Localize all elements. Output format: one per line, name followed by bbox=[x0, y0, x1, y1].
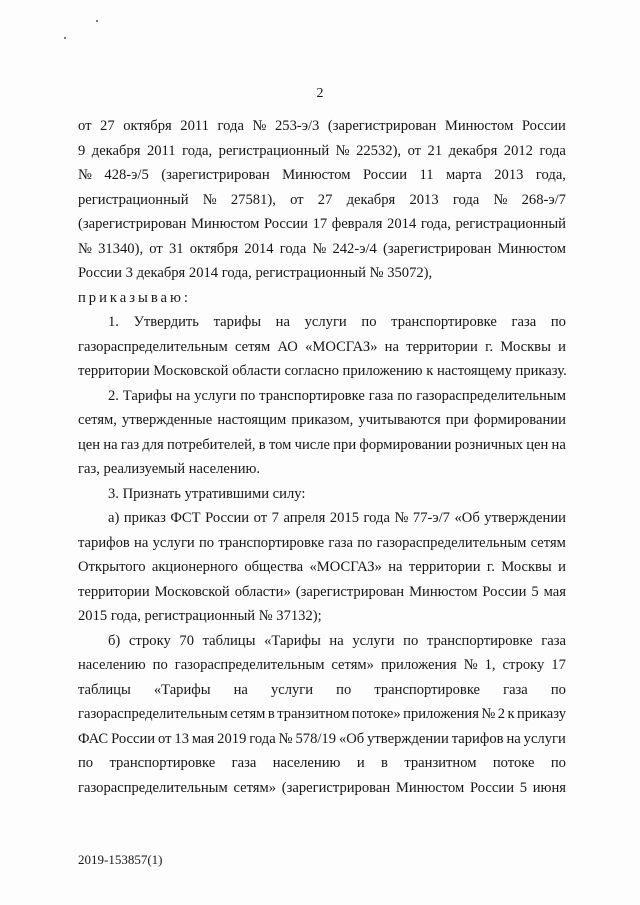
text-word: 3. Признать утратившими силу: bbox=[108, 485, 306, 502]
text-word: Минюстом bbox=[190, 216, 260, 232]
text-word: (зарегистрирован bbox=[295, 583, 405, 600]
text-word: сетям» bbox=[233, 779, 277, 796]
text-word: и bbox=[558, 559, 566, 575]
text-word: по bbox=[336, 681, 352, 698]
text-line bbox=[78, 678, 566, 703]
text-word: 21 bbox=[427, 142, 443, 159]
text-line bbox=[78, 359, 566, 384]
text-word: 27 bbox=[317, 191, 333, 208]
text-word: газа bbox=[541, 632, 566, 649]
text-word: «Тарифы bbox=[153, 681, 211, 698]
text-word: в bbox=[267, 706, 275, 722]
text-line bbox=[78, 335, 566, 360]
text-word: транзитном bbox=[404, 755, 477, 771]
text-word: года, bbox=[182, 142, 213, 159]
text-line bbox=[78, 261, 566, 286]
text-line bbox=[78, 751, 566, 776]
text-word: Московской bbox=[154, 583, 230, 600]
text-word: 2013 bbox=[494, 167, 524, 183]
text-word: Минюстом bbox=[395, 779, 465, 796]
text-word: 2015 года, регистрационный № 37132); bbox=[78, 608, 322, 624]
text-word: области» bbox=[234, 583, 291, 600]
text-word: Минюстом bbox=[409, 583, 478, 600]
text-line bbox=[78, 286, 566, 311]
text-word: 27581), bbox=[230, 191, 276, 208]
text-word: года bbox=[363, 510, 390, 526]
text-word: 1, bbox=[484, 657, 496, 673]
text-word: на bbox=[275, 314, 290, 330]
text-word: цен bbox=[78, 436, 101, 453]
text-word: газа bbox=[231, 755, 257, 771]
text-word: газа bbox=[368, 387, 394, 404]
text-word: от bbox=[407, 142, 422, 159]
text-word: акционерного bbox=[151, 559, 238, 575]
text-word: потоке bbox=[492, 755, 535, 771]
text-word: газа bbox=[328, 534, 354, 551]
text-word: «Об bbox=[454, 510, 480, 526]
text-word: по bbox=[199, 534, 215, 551]
text-word: том bbox=[268, 436, 292, 453]
text-word: июня bbox=[532, 779, 566, 796]
text-word: газа bbox=[503, 681, 528, 698]
text-word: строку bbox=[502, 657, 545, 673]
text-word: транспортировке bbox=[391, 314, 497, 330]
text-word: потоке» bbox=[351, 706, 401, 722]
text-line bbox=[78, 433, 566, 458]
text-word: на bbox=[506, 730, 521, 747]
text-word: (зарегистрирован bbox=[281, 779, 391, 796]
text-word: учитываются bbox=[358, 412, 441, 428]
text-word: транспортировке bbox=[109, 755, 216, 771]
text-word: № bbox=[463, 657, 478, 673]
text-word: по bbox=[240, 387, 256, 404]
text-word: № bbox=[481, 706, 496, 722]
text-word: «МОСГАЗ» bbox=[305, 338, 378, 355]
text-word: на bbox=[551, 436, 566, 453]
text-word: сетям, bbox=[78, 412, 117, 428]
text-word: и bbox=[356, 755, 365, 771]
text-word: 9 bbox=[78, 142, 86, 159]
text-word: 5 bbox=[519, 779, 528, 796]
text-word: приказом, bbox=[291, 412, 354, 428]
text-word: года bbox=[217, 118, 244, 134]
text-word: от bbox=[253, 510, 268, 526]
text-word: числе bbox=[294, 436, 331, 453]
text-word: № bbox=[78, 240, 92, 257]
text-word: утверждении bbox=[367, 730, 449, 747]
text-word: и bbox=[558, 338, 566, 355]
text-word: газ, реализуемый населению. bbox=[78, 461, 261, 477]
text-word: потребителей, bbox=[167, 436, 256, 453]
text-word: по bbox=[550, 755, 566, 771]
text-word: при bbox=[333, 436, 357, 453]
text-word: в bbox=[381, 755, 388, 771]
text-word: а) bbox=[108, 510, 120, 526]
text-word: в bbox=[258, 436, 266, 453]
text-word: декабря bbox=[448, 142, 498, 159]
text-word: по bbox=[357, 534, 373, 551]
text-word: территории Московской области согласно приложению к настоящему приказу. bbox=[78, 363, 567, 379]
text-word: газораспределительным bbox=[78, 338, 228, 355]
text-word: сетям» bbox=[331, 657, 374, 673]
text-word: утвержденные bbox=[122, 412, 213, 428]
text-word: России bbox=[263, 216, 308, 232]
text-word: услуги bbox=[523, 730, 566, 747]
text-word: на bbox=[134, 534, 149, 551]
text-word: 2. bbox=[108, 387, 119, 404]
text-word: 2 bbox=[497, 706, 506, 722]
text-word: 17 bbox=[551, 657, 566, 673]
text-word: приказываю: bbox=[78, 289, 191, 306]
text-word: Утвердить bbox=[133, 314, 199, 330]
text-word: по bbox=[361, 314, 377, 330]
text-word: Минюстом bbox=[444, 118, 514, 134]
text-word: сетям bbox=[234, 338, 271, 355]
text-word: 77-э/7 bbox=[412, 510, 450, 526]
text-word: 11 bbox=[419, 167, 434, 183]
text-word: тарифов bbox=[78, 534, 130, 551]
text-word: 428-э/5 bbox=[104, 167, 149, 183]
text-word: транзитном bbox=[277, 706, 350, 722]
text-word: апреля bbox=[283, 510, 326, 526]
text-word: АО bbox=[277, 338, 298, 355]
text-word: при bbox=[445, 412, 469, 428]
text-word: настоящим bbox=[217, 412, 287, 428]
text-line bbox=[78, 188, 566, 213]
text-word: к bbox=[507, 706, 515, 722]
text-line bbox=[78, 457, 566, 482]
text-word: населению bbox=[78, 657, 146, 673]
text-word: газораспределительным bbox=[174, 657, 325, 673]
text-line bbox=[78, 237, 566, 262]
text-word: приказ bbox=[123, 510, 166, 526]
text-word: марта bbox=[446, 167, 482, 183]
text-word: Минюстом bbox=[497, 240, 566, 257]
text-word: Москвы bbox=[501, 559, 552, 575]
text-word: «Тарифы bbox=[264, 632, 321, 649]
scan-speck bbox=[64, 37, 66, 39]
text-word: года bbox=[279, 240, 307, 257]
text-word: Открытого bbox=[78, 559, 146, 575]
text-word: на bbox=[176, 387, 191, 404]
text-line bbox=[78, 653, 566, 678]
text-word: 27 bbox=[100, 118, 115, 134]
text-word: г. bbox=[485, 338, 494, 355]
text-word: сетям bbox=[230, 706, 266, 722]
text-word: услуги bbox=[304, 314, 347, 330]
text-line bbox=[78, 629, 566, 654]
text-line bbox=[78, 310, 566, 335]
text-word: 578/19 bbox=[295, 730, 337, 747]
text-word: от bbox=[290, 191, 304, 208]
text-word: розничных bbox=[454, 436, 523, 453]
text-word: транспортировке bbox=[426, 632, 533, 649]
text-word: 2011 bbox=[180, 118, 209, 134]
text-word: России bbox=[363, 167, 408, 183]
text-word: газораспределительным bbox=[376, 534, 527, 551]
text-word: 2012 bbox=[503, 142, 533, 159]
text-word: № bbox=[394, 510, 409, 526]
text-word: приложения bbox=[403, 706, 479, 722]
text-line bbox=[78, 531, 566, 556]
page-number: 2 bbox=[316, 86, 324, 101]
text-word: на bbox=[388, 559, 403, 575]
text-word: 242-э/4 bbox=[332, 240, 377, 257]
text-word: газа bbox=[511, 314, 537, 330]
text-word: на bbox=[329, 632, 344, 649]
text-word: (зарегистрирован bbox=[78, 216, 187, 232]
text-line bbox=[78, 114, 566, 139]
text-word: регистрационный bbox=[455, 216, 566, 232]
text-word: 7 bbox=[271, 510, 279, 526]
text-word: по bbox=[403, 632, 419, 649]
text-word: № bbox=[278, 730, 293, 747]
text-word: (зарегистрирован bbox=[327, 118, 437, 134]
text-word: № bbox=[335, 142, 350, 159]
text-word: газораспределительным bbox=[78, 779, 228, 796]
text-line bbox=[78, 506, 566, 531]
text-line bbox=[78, 482, 566, 507]
text-word: приказу bbox=[516, 706, 566, 722]
text-word: по bbox=[152, 657, 168, 673]
text-word: 70 bbox=[179, 632, 194, 649]
text-word: 31 bbox=[168, 240, 184, 257]
scan-speck bbox=[96, 20, 98, 22]
text-word: 1. bbox=[108, 314, 119, 330]
text-word: года bbox=[452, 191, 480, 208]
text-line bbox=[78, 212, 566, 237]
text-word: регистрационный bbox=[78, 191, 189, 208]
text-word: на bbox=[103, 436, 118, 453]
text-word: газ bbox=[120, 436, 140, 453]
text-word: утверждении bbox=[484, 510, 566, 526]
text-word: 2019 bbox=[217, 730, 247, 747]
text-word: от bbox=[149, 240, 163, 257]
text-word: России bbox=[482, 583, 527, 600]
text-line bbox=[78, 702, 566, 727]
text-word: транспортировке bbox=[374, 681, 481, 698]
text-word: территории bbox=[408, 559, 481, 575]
text-word: по bbox=[550, 681, 566, 698]
text-word: таблицы bbox=[78, 681, 131, 698]
text-word: услуги bbox=[194, 387, 237, 404]
text-word: от bbox=[78, 118, 92, 134]
text-line bbox=[78, 604, 566, 629]
text-word: формировании bbox=[359, 436, 452, 453]
text-word: услуги bbox=[270, 681, 314, 698]
text-line bbox=[78, 139, 566, 164]
text-word: 253-э/3 bbox=[274, 118, 320, 134]
text-word: Минюстом bbox=[282, 167, 351, 183]
text-word: от bbox=[158, 730, 172, 747]
text-word: 2013 bbox=[409, 191, 439, 208]
text-word: 5 bbox=[531, 583, 539, 600]
text-word: № bbox=[78, 167, 92, 183]
text-word: года, bbox=[420, 216, 451, 232]
document-registration-code: 2019-153857(1) bbox=[78, 852, 163, 867]
text-word: транспортировке bbox=[218, 534, 325, 551]
text-word: России bbox=[205, 510, 250, 526]
text-word: России bbox=[470, 779, 515, 796]
text-line bbox=[78, 163, 566, 188]
text-word: «Об bbox=[338, 730, 365, 747]
text-word: тарифы bbox=[213, 314, 262, 330]
text-word: транспортировке bbox=[259, 387, 365, 404]
text-word: (зарегистрирован bbox=[161, 167, 270, 183]
text-word: территории bbox=[406, 338, 478, 355]
text-word: приложения bbox=[380, 657, 457, 673]
text-word: 2011 bbox=[146, 142, 176, 159]
text-word: по bbox=[550, 314, 566, 330]
text-word: года bbox=[249, 730, 276, 747]
text-word: 2014 bbox=[387, 216, 417, 232]
text-word: на bbox=[233, 681, 248, 698]
text-word: 2014 bbox=[244, 240, 274, 257]
text-word: формировании bbox=[473, 412, 566, 428]
text-word: регистрационный bbox=[218, 142, 330, 159]
text-word: территории bbox=[78, 583, 150, 600]
text-line bbox=[78, 555, 566, 580]
text-word: тарифов bbox=[451, 730, 504, 747]
text-word: 31340), bbox=[98, 240, 144, 257]
text-word: таблицы bbox=[202, 632, 256, 649]
text-word: № bbox=[202, 191, 217, 208]
text-word: № bbox=[252, 118, 267, 134]
text-word: России 3 декабря 2014 года, регистрационный № 35072), bbox=[78, 265, 433, 281]
text-word: по bbox=[397, 387, 413, 404]
text-word: Тарифы bbox=[122, 387, 173, 404]
text-word: года bbox=[539, 142, 566, 159]
text-word: газораспределительным bbox=[78, 706, 228, 722]
text-word: газораспределительным bbox=[416, 387, 566, 404]
text-word: ФСТ bbox=[170, 510, 201, 526]
text-word: строку bbox=[128, 632, 171, 649]
text-word: на bbox=[384, 338, 399, 355]
text-word: цен bbox=[526, 436, 549, 453]
text-line bbox=[78, 580, 566, 605]
text-word: для bbox=[142, 436, 164, 453]
text-word: 13 bbox=[174, 730, 189, 747]
text-word: декабря bbox=[91, 142, 141, 159]
text-word: октября bbox=[123, 118, 172, 134]
text-line bbox=[78, 384, 566, 409]
text-word: населению bbox=[272, 755, 341, 771]
text-word: № bbox=[312, 240, 327, 257]
text-word: услуги bbox=[352, 632, 395, 649]
text-word: ФАС bbox=[78, 730, 109, 747]
text-word: № bbox=[493, 191, 508, 208]
text-word: России bbox=[111, 730, 156, 747]
text-word: года, bbox=[535, 167, 566, 183]
text-line bbox=[78, 408, 566, 433]
text-line bbox=[78, 776, 566, 801]
document-body bbox=[78, 114, 566, 800]
text-word: общества bbox=[244, 559, 304, 575]
text-word: услуги bbox=[152, 534, 195, 551]
text-word: б) bbox=[108, 632, 121, 649]
text-word: по bbox=[78, 755, 94, 771]
text-word: 17 bbox=[312, 216, 328, 232]
text-word: мая bbox=[191, 730, 215, 747]
text-word: 268-э/7 bbox=[521, 191, 566, 208]
text-word: России bbox=[521, 118, 566, 134]
text-word: октября bbox=[189, 240, 239, 257]
text-word: декабря bbox=[346, 191, 396, 208]
text-line bbox=[78, 727, 566, 752]
text-word: (зарегистрирован bbox=[383, 240, 492, 257]
text-word: «МОСГАЗ» bbox=[309, 559, 382, 575]
text-word: февраля bbox=[331, 216, 383, 232]
text-word: Москвы bbox=[500, 338, 551, 355]
text-word: 22532), bbox=[356, 142, 402, 159]
text-word: 2015 bbox=[329, 510, 360, 526]
text-word: сетям bbox=[530, 534, 566, 551]
text-word: г. bbox=[486, 559, 495, 575]
text-word: мая bbox=[543, 583, 566, 600]
